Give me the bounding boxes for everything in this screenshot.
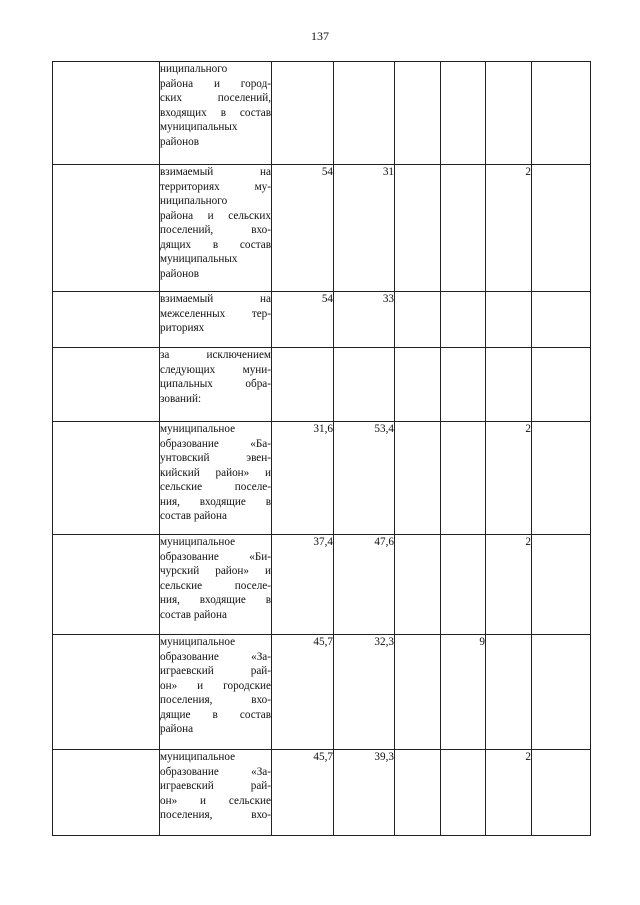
table-row xyxy=(53,62,591,165)
empty-label-cell xyxy=(53,292,160,348)
description-line: муниципальных xyxy=(160,121,238,133)
description-line: районов xyxy=(160,267,200,280)
value-cell-v1: 45,7 xyxy=(272,750,334,836)
description-line: сельские поселе- xyxy=(160,579,271,592)
value-cell-v6 xyxy=(532,635,591,750)
description-line: ниципального xyxy=(160,195,228,207)
value-cell-v2 xyxy=(334,62,395,165)
value-cell-v3 xyxy=(395,292,441,348)
description-cell xyxy=(160,348,272,422)
description-line: дящих в состав xyxy=(160,238,271,251)
value-cell-v2: 39,3 xyxy=(334,750,395,836)
value-cell-v1: 54 xyxy=(272,165,334,292)
value-cell-v1: 54 xyxy=(272,292,334,348)
empty-label-cell xyxy=(53,62,160,165)
value-cell-v1 xyxy=(272,348,334,422)
description-cell xyxy=(160,165,272,292)
description-cell xyxy=(160,422,272,535)
empty-label-cell xyxy=(53,750,160,836)
description-line: кийский район» и xyxy=(160,466,271,479)
description-line: дящие в состав xyxy=(160,708,271,721)
description-line: ниципального xyxy=(160,63,228,75)
tax-distribution-table xyxy=(52,61,591,836)
description-line: риториях xyxy=(160,322,205,334)
description-line: образование «Би- xyxy=(160,550,271,563)
description-line: чурский район» и xyxy=(160,565,271,577)
value-cell-v6 xyxy=(532,292,591,348)
table-body xyxy=(53,62,591,836)
table-row xyxy=(53,750,591,836)
empty-label-cell xyxy=(53,635,160,750)
value-cell-v3 xyxy=(395,750,441,836)
value-cell-v4 xyxy=(441,62,486,165)
value-cell-v4 xyxy=(441,535,486,635)
description-line: ния, входящие в xyxy=(160,594,271,606)
value-cell-v3 xyxy=(395,348,441,422)
description-cell xyxy=(160,292,272,348)
description-line: входящих в состав xyxy=(160,106,271,119)
value-cell-v4 xyxy=(441,750,486,836)
description-line: района xyxy=(160,723,194,735)
value-cell-v6 xyxy=(532,348,591,422)
table-row xyxy=(53,635,591,750)
description-cell xyxy=(160,635,272,750)
description-line: за исключением xyxy=(160,349,271,361)
value-cell-v3 xyxy=(395,62,441,165)
description-line: он» и сельские xyxy=(160,794,271,807)
description-cell xyxy=(160,535,272,635)
description-cell xyxy=(160,62,272,165)
description-line: поселения, вхо- xyxy=(160,694,271,706)
description-line: межселенных тер- xyxy=(160,307,271,320)
value-cell-v5: 2 xyxy=(486,750,532,836)
value-cell-v5 xyxy=(486,348,532,422)
value-cell-v6 xyxy=(532,422,591,535)
value-cell-v5 xyxy=(486,635,532,750)
value-cell-v5: 2 xyxy=(486,422,532,535)
value-cell-v6 xyxy=(532,750,591,836)
value-cell-v4 xyxy=(441,292,486,348)
value-cell-v2: 32,3 xyxy=(334,635,395,750)
description-line: унтовский эвен- xyxy=(160,452,271,464)
description-line: поселения, вхо- xyxy=(160,809,271,821)
value-cell-v3 xyxy=(395,535,441,635)
description-line: образование «За- xyxy=(160,765,271,778)
page-number: 137 xyxy=(311,29,329,43)
description-line: ния, входящие в xyxy=(160,495,271,508)
empty-label-cell xyxy=(53,422,160,535)
value-cell-v1: 37,4 xyxy=(272,535,334,635)
empty-label-cell xyxy=(53,165,160,292)
value-cell-v4: 9 xyxy=(441,635,486,750)
table-row xyxy=(53,165,591,292)
description-line: взимаемый на xyxy=(160,166,271,178)
description-line: образование «Ба- xyxy=(160,437,271,450)
value-cell-v6 xyxy=(532,62,591,165)
value-cell-v2: 31 xyxy=(334,165,395,292)
value-cell-v2: 53,4 xyxy=(334,422,395,535)
description-line: поселений, вхо- xyxy=(160,224,271,236)
description-line: районов xyxy=(160,135,200,148)
value-cell-v5 xyxy=(486,292,532,348)
description-line: он» и городские xyxy=(160,679,271,692)
value-cell-v5: 2 xyxy=(486,165,532,292)
value-cell-v5: 2 xyxy=(486,535,532,635)
empty-label-cell xyxy=(53,348,160,422)
description-line: играевский рай- xyxy=(160,780,271,792)
value-cell-v1: 31,6 xyxy=(272,422,334,535)
description-line: образование «За- xyxy=(160,650,271,663)
description-line: района и город- xyxy=(160,77,271,90)
description-line: муниципальное xyxy=(160,751,236,763)
value-cell-v6 xyxy=(532,165,591,292)
description-line: играевский рай- xyxy=(160,665,271,677)
description-line: следующих муни- xyxy=(160,363,271,376)
value-cell-v4 xyxy=(441,348,486,422)
description-line: территориях му- xyxy=(160,180,271,193)
description-line: состав района xyxy=(160,510,227,522)
description-line: ских поселений, xyxy=(160,92,271,104)
value-cell-v1: 45,7 xyxy=(272,635,334,750)
value-cell-v3 xyxy=(395,165,441,292)
value-cell-v2 xyxy=(334,348,395,422)
description-line: муниципальное xyxy=(160,636,236,648)
value-cell-v1 xyxy=(272,62,334,165)
value-cell-v4 xyxy=(441,165,486,292)
description-line: муниципальное xyxy=(160,536,236,548)
description-line: состав района xyxy=(160,608,227,621)
table-row xyxy=(53,292,591,348)
value-cell-v3 xyxy=(395,422,441,535)
table-row xyxy=(53,422,591,535)
value-cell-v2: 33 xyxy=(334,292,395,348)
value-cell-v4 xyxy=(441,422,486,535)
description-line: района и сельских xyxy=(160,209,271,222)
description-line: зований: xyxy=(160,392,202,405)
empty-label-cell xyxy=(53,535,160,635)
description-line: муниципальных xyxy=(160,253,238,265)
description-line: сельские поселе- xyxy=(160,481,271,493)
value-cell-v5 xyxy=(486,62,532,165)
value-cell-v6 xyxy=(532,535,591,635)
description-line: ципальных обра- xyxy=(160,378,271,390)
description-line: муниципальное xyxy=(160,423,236,435)
value-cell-v2: 47,6 xyxy=(334,535,395,635)
value-cell-v3 xyxy=(395,635,441,750)
table-row xyxy=(53,535,591,635)
table-row xyxy=(53,348,591,422)
description-line: взимаемый на xyxy=(160,293,271,305)
description-cell xyxy=(160,750,272,836)
